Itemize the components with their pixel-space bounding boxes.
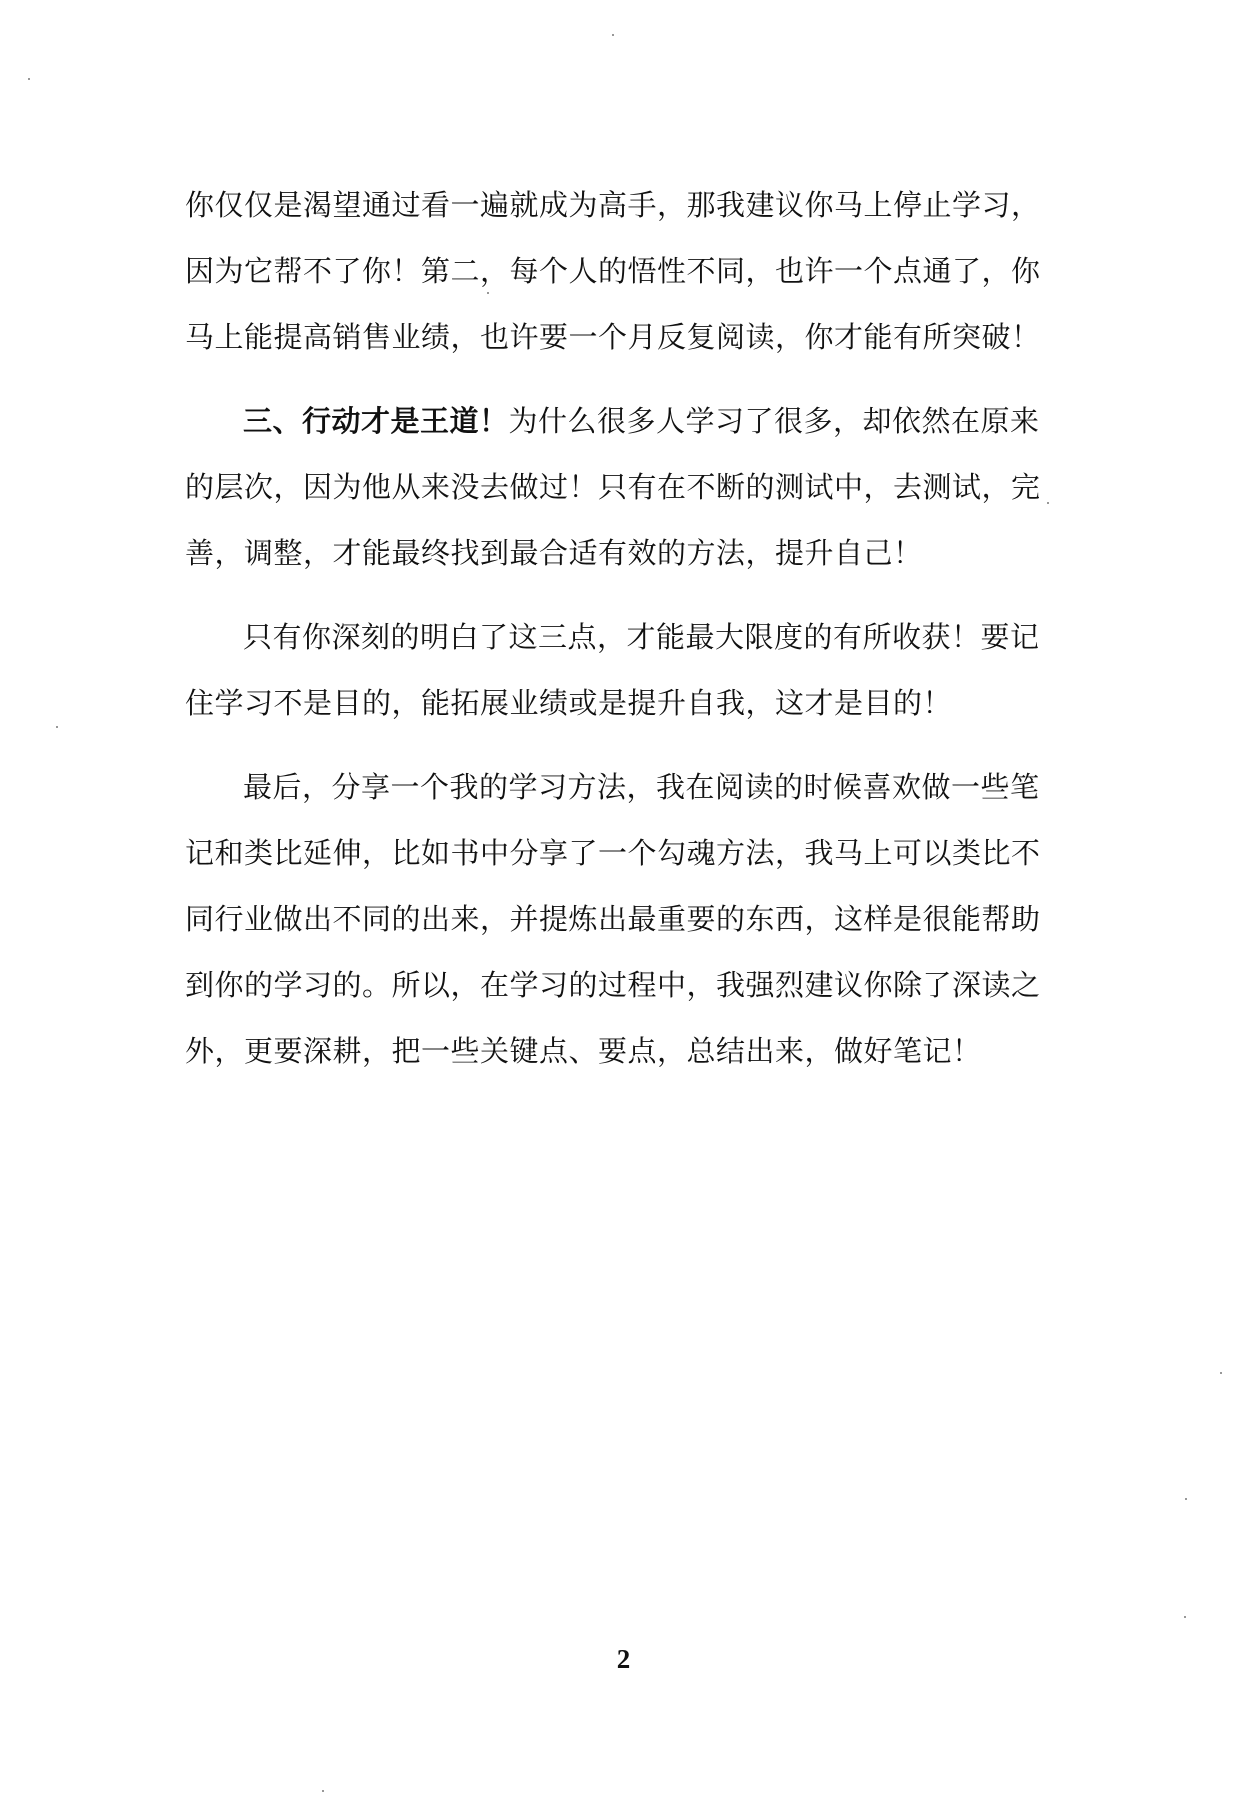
paragraph-4	[185, 754, 1055, 1084]
paragraph-3	[185, 604, 1055, 736]
document-body	[185, 172, 1055, 1102]
paragraph-2	[185, 388, 1055, 586]
page-number: 2	[616, 1644, 631, 1674]
scan-speck	[1185, 1498, 1187, 1500]
paragraph-1	[185, 172, 1055, 370]
paragraph-1-text: 你仅仅是渴望通过看一遍就成为高手，那我建议你马上停止学习，因为它帮不了你！第二，每个人的悟性不同，也许一个点通了，你马上能提高销售业绩，也许要一个月反复阅读，你才能有所突破！	[185, 188, 1041, 354]
scan-speck	[322, 1790, 324, 1792]
scan-speck	[612, 34, 614, 36]
paragraph-4-text: 最后，分享一个我的学习方法，我在阅读的时候喜欢做一些笔记和类比延伸，比如书中分享了一个勾魂方法，我马上可以类比不同行业做出不同的出来，并提炼出最重要的东西，这样是很能帮助到你的学习的。所以，在学习的过程中，我强烈建议你除了深读之外，更要深耕，把一些关键点、要点，总结出来，做好笔记！	[185, 770, 1041, 1068]
scan-speck	[1184, 1616, 1186, 1618]
scan-speck	[1220, 1372, 1222, 1374]
scan-speck	[28, 78, 30, 80]
scan-speck	[56, 726, 58, 728]
paragraph-3-text: 只有你深刻的明白了这三点，才能最大限度的有所收获！要记住学习不是目的，能拓展业绩或是提升自我，这才是目的！	[185, 620, 1040, 720]
paragraph-2-text: 为什么很多人学习了很多，却依然在原来的层次，因为他从来没去做过！只有在不断的测试中，去测试，完善，调整，才能最终找到最合适有效的方法，提升自己！	[185, 404, 1041, 570]
paragraph-2-heading: 三、行动才是王道！	[243, 404, 509, 438]
